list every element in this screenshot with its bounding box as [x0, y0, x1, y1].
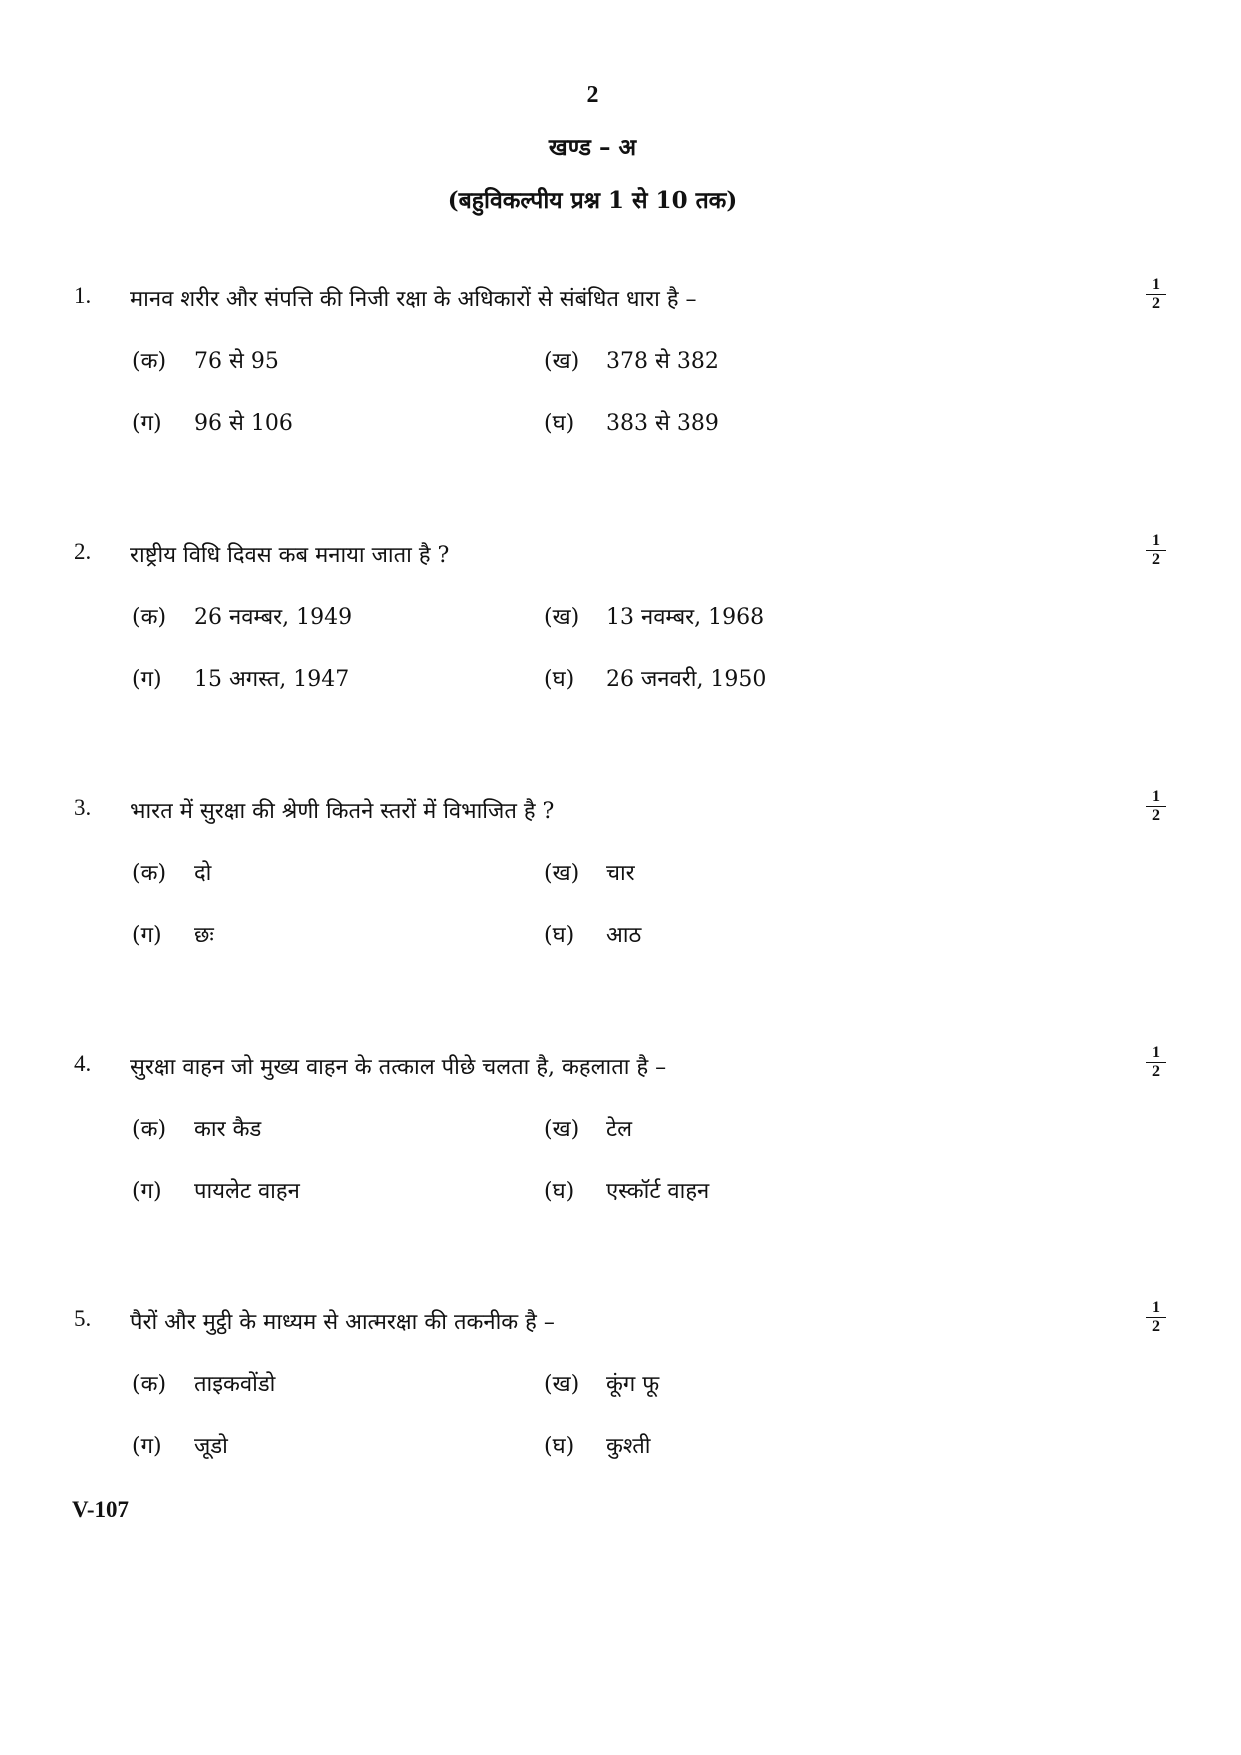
question-4 [0, 1044, 1241, 1251]
question-text: भारत में सुरक्षा की श्रेणी कितने स्तरों में विभाजित है ? [130, 799, 555, 824]
marks-denominator: 2 [1152, 551, 1160, 568]
marks-denominator: 2 [1152, 1318, 1160, 1335]
option-ka [132, 857, 211, 887]
option-kha [544, 601, 764, 631]
marks-denominator: 2 [1152, 807, 1160, 824]
option-label: (घ) [544, 667, 575, 692]
option-text: कूंग फू [606, 1372, 660, 1397]
option-text: 26 नवम्बर, 1949 [194, 605, 353, 630]
marks-numerator: 1 [1146, 277, 1166, 295]
question-number: 1. [74, 283, 92, 308]
option-text: दो [194, 861, 212, 886]
section-subtitle: (बहुविकल्पीय प्रश्न 1 से 10 तक) [447, 187, 738, 214]
option-gha [544, 1175, 709, 1205]
option-text: टेल [606, 1117, 633, 1142]
marks-numerator: 1 [1146, 789, 1166, 807]
option-label: (ख) [544, 1372, 580, 1397]
question-number: 3. [74, 795, 92, 820]
marks-fraction [1146, 533, 1166, 568]
question-text: सुरक्षा वाहन जो मुख्य वाहन के तत्काल पीछे चलता है, कहलाता है – [130, 1055, 667, 1080]
option-label: (ख) [544, 1117, 580, 1142]
option-label: (घ) [544, 1179, 575, 1204]
question-number: 5. [74, 1306, 92, 1331]
option-text: कुश्ती [606, 1434, 651, 1459]
option-ga [132, 919, 214, 949]
option-label: (ग) [132, 1179, 162, 1204]
option-text: ताइकवोंडो [194, 1372, 276, 1397]
option-text: चार [606, 861, 635, 886]
option-text: 26 जनवरी, 1950 [606, 667, 767, 692]
option-label: (क) [132, 605, 167, 630]
option-kha [544, 1368, 659, 1398]
option-kha [544, 857, 635, 887]
question-text: राष्ट्रीय विधि दिवस कब मनाया जाता है ? [130, 543, 450, 568]
marks-fraction [1146, 1300, 1166, 1335]
option-ka [132, 601, 352, 631]
option-label: (ख) [544, 349, 580, 374]
option-text: 15 अगस्त, 1947 [194, 667, 350, 692]
option-gha [544, 1430, 650, 1460]
question-3 [0, 788, 1241, 995]
option-gha [544, 919, 641, 949]
option-label: (क) [132, 861, 167, 886]
option-ga [132, 1175, 300, 1205]
option-label: (ग) [132, 1434, 162, 1459]
option-label: (घ) [544, 923, 575, 948]
option-kha [544, 1113, 632, 1143]
option-text: जूडो [194, 1434, 228, 1459]
option-text: 76 से 95 [194, 349, 279, 374]
question-5 [0, 1299, 1241, 1506]
option-kha [544, 345, 719, 375]
option-label: (क) [132, 1117, 167, 1142]
option-text: 378 से 382 [606, 349, 719, 374]
question-text: पैरों और मुट्ठी के माध्यम से आत्मरक्षा की तकनीक है – [130, 1310, 555, 1335]
option-label: (क) [132, 349, 167, 374]
option-text: पायलेट वाहन [194, 1179, 300, 1204]
option-label: (ग) [132, 667, 162, 692]
option-ka [132, 1368, 275, 1398]
marks-fraction [1146, 789, 1166, 824]
option-text: 96 से 106 [194, 411, 293, 436]
section-title: खण्ड – अ [548, 134, 637, 161]
question-1 [0, 276, 1241, 483]
option-label: (ग) [132, 411, 162, 436]
paper-code: V-107 [72, 1497, 130, 1522]
option-text: कार कैड [194, 1117, 262, 1142]
option-text: एस्कॉर्ट वाहन [606, 1179, 710, 1204]
option-text: 383 से 389 [606, 411, 719, 436]
marks-denominator: 2 [1152, 295, 1160, 312]
option-label: (क) [132, 1372, 167, 1397]
option-gha [544, 663, 766, 693]
option-ga [132, 1430, 228, 1460]
option-label: (घ) [544, 1434, 575, 1459]
option-label: (ख) [544, 605, 580, 630]
marks-denominator: 2 [1152, 1063, 1160, 1080]
option-label: (घ) [544, 411, 575, 436]
marks-numerator: 1 [1146, 533, 1166, 551]
option-label: (ख) [544, 861, 580, 886]
option-ka [132, 345, 279, 375]
option-label: (ग) [132, 923, 162, 948]
option-text: 13 नवम्बर, 1968 [606, 605, 765, 630]
option-ga [132, 407, 293, 437]
option-text: आठ [606, 923, 642, 948]
page-number: 2 [586, 82, 599, 108]
marks-fraction [1146, 1045, 1166, 1080]
marks-numerator: 1 [1146, 1300, 1166, 1318]
option-text: छः [194, 923, 214, 948]
option-ka [132, 1113, 261, 1143]
marks-fraction [1146, 277, 1166, 312]
marks-numerator: 1 [1146, 1045, 1166, 1063]
option-ga [132, 663, 349, 693]
option-gha [544, 407, 719, 437]
question-2 [0, 532, 1241, 739]
question-text: मानव शरीर और संपत्ति की निजी रक्षा के अधिकारों से संबंधित धारा है – [130, 287, 697, 312]
question-number: 4. [74, 1051, 92, 1076]
question-number: 2. [74, 539, 92, 564]
